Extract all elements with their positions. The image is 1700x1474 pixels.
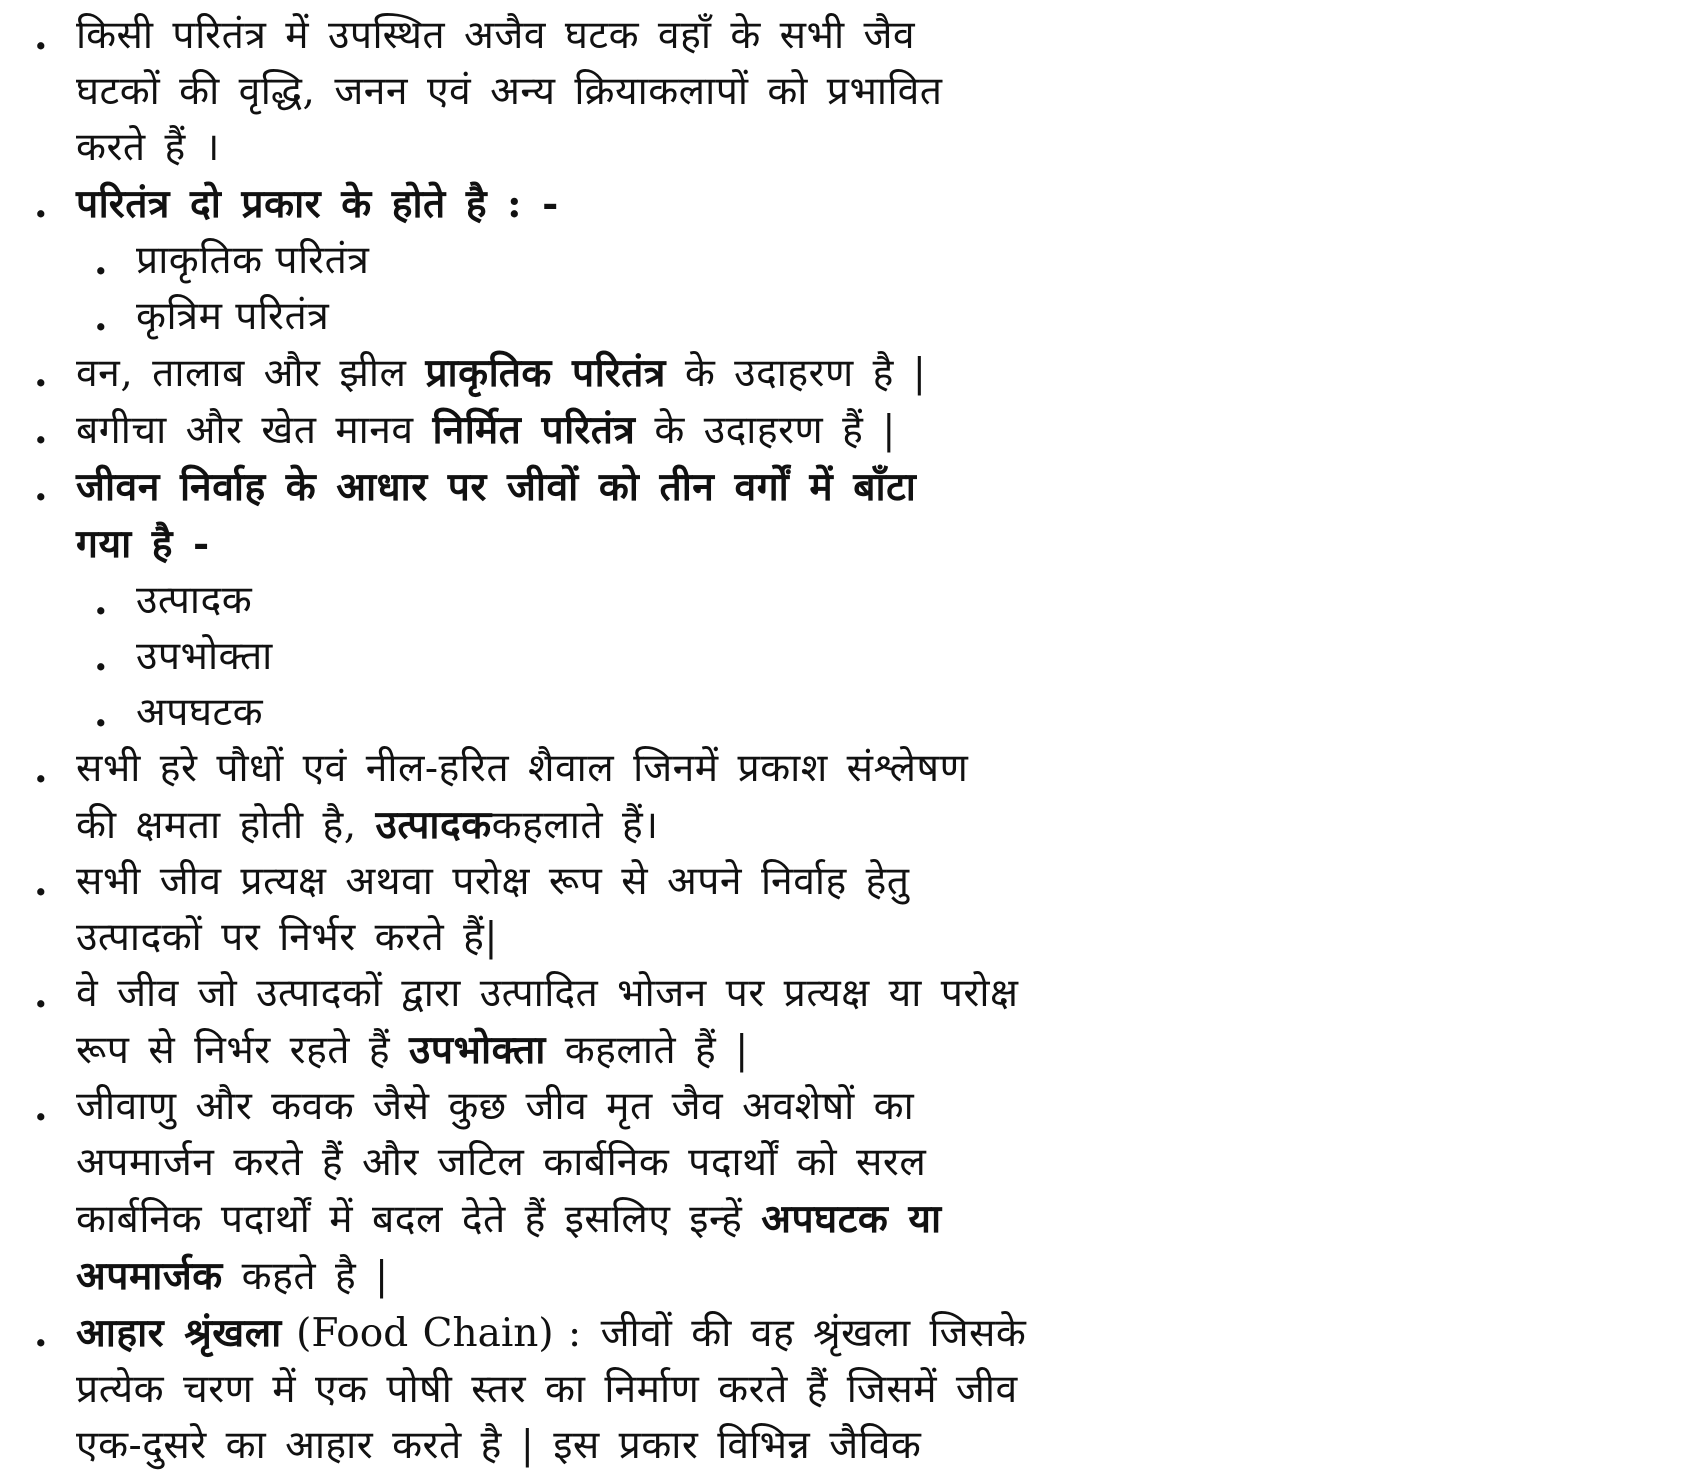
- item-6-bold: उत्पादक: [375, 802, 492, 848]
- bullet-item-2: [34, 176, 1154, 233]
- item-3-line-1: [76, 345, 1154, 402]
- sub-item-label: प्राकृतिक परितंत्र: [136, 238, 370, 283]
- item-8-line-2: [76, 1022, 1154, 1079]
- item-1-line-2: घटकों की वृद्धि, जनन एवं अन्य क्रियाकलापों को प्रभावित: [76, 69, 943, 114]
- sub-item-consumer: [34, 629, 1154, 685]
- bullet-item-8: [34, 966, 1154, 1079]
- sub-item-producer: [34, 573, 1154, 629]
- bullet-item-1: [34, 8, 1154, 176]
- item-5-line-1: [76, 459, 1154, 516]
- sub-bullet-dot: .: [94, 294, 109, 340]
- bullet-dot: .: [34, 859, 49, 905]
- item-6-pre: की क्षमता होती है,: [76, 803, 376, 848]
- bullet-dot: .: [34, 1310, 49, 1356]
- item-6-line-1: सभी हरे पौधों एवं नील-हरित शैवाल जिनमें प्रकाश संश्लेषण: [76, 746, 969, 791]
- bullet-dot: .: [34, 350, 49, 396]
- bullet-item-5: [34, 459, 1154, 573]
- sub-bullet-dot: .: [94, 238, 109, 284]
- item-4-pre: बगीचा और खेत मानव: [76, 408, 433, 453]
- item-5-line-2: [76, 516, 1154, 573]
- bullet-item-6: [34, 741, 1154, 854]
- bullet-dot: .: [34, 407, 49, 453]
- item-3-post: के उदाहरण है |: [665, 351, 927, 396]
- item-4-bold: निर्मित परितंत्र: [432, 407, 636, 453]
- bullet-dot: .: [34, 464, 49, 510]
- item-8-post: कहलाते हैं |: [545, 1028, 749, 1073]
- item-8-bold: उपभोक्ता: [409, 1027, 546, 1073]
- item-1-line-3: करते हैं ।: [76, 125, 220, 170]
- item-9-line-4: [76, 1248, 1154, 1305]
- item-7-line-1: सभी जीव प्रत्यक्ष अथवा परोक्ष रूप से अपने निर्वाह हेतु: [76, 859, 910, 904]
- item-4-line-1: [76, 402, 1154, 459]
- item-6-line-2: [76, 797, 1154, 854]
- sub-bullet-dot: .: [94, 690, 109, 736]
- item-4-post: के उदाहरण हैं |: [635, 408, 896, 453]
- item-10-line-3: एक-दुसरे का आहार करते है | इस प्रकार विभिन्न जैविक: [76, 1423, 922, 1468]
- item-7-line-2: उत्पादकों पर निर्भर करते हैं|: [76, 915, 499, 960]
- item-2-line-1: [76, 176, 1154, 233]
- item-9-post: कहते है |: [222, 1254, 389, 1299]
- document-page: [34, 8, 1154, 1474]
- bullet-item-10: [34, 1305, 1154, 1474]
- sub-item-label: उपभोक्ता: [136, 634, 273, 679]
- bullet-item-9: [34, 1079, 1154, 1305]
- bullet-item-4: [34, 402, 1154, 459]
- item-8-pre: रूप से निर्भर रहते हैं: [76, 1028, 410, 1073]
- item-5-bold-1: जीवन निर्वाह के आधार पर जीवों को तीन वर्गों में बाँटा: [76, 464, 917, 510]
- item-10-line-1: [76, 1305, 1154, 1362]
- item-9-line-2: अपमार्जन करते हैं और जटिल कार्बनिक पदार्थों को सरल: [76, 1140, 927, 1185]
- sub-item-label: उत्पादक: [136, 578, 253, 623]
- item-9-bold-2: अपमार्जक: [76, 1253, 223, 1299]
- bullet-dot: .: [34, 13, 49, 59]
- item-9-bold-1: अपघटक या: [761, 1196, 942, 1242]
- bullet-item-3: [34, 345, 1154, 402]
- item-5-bold-2: गया है -: [76, 521, 210, 567]
- sub-item-artificial-ecosystem: [34, 289, 1154, 345]
- sub-bullet-dot: .: [94, 578, 109, 624]
- item-10-latin: (Food Chain): [281, 1311, 569, 1356]
- item-6-post: कहलाते हैं।: [491, 803, 659, 848]
- item-8-line-1: वे जीव जो उत्पादकों द्वारा उत्पादित भोजन पर प्रत्यक्ष या परोक्ष: [76, 971, 1019, 1016]
- item-3-bold: प्राकृतिक परितंत्र: [425, 350, 666, 396]
- sub-item-natural-ecosystem: [34, 233, 1154, 289]
- item-3-pre: वन, तालाब और झील: [76, 351, 426, 396]
- item-2-bold: परितंत्र दो प्रकार के होते है : -: [76, 181, 559, 227]
- bullet-dot: .: [34, 971, 49, 1017]
- sub-bullet-dot: .: [94, 634, 109, 680]
- item-10-bold: आहार श्रृंखला: [76, 1310, 282, 1356]
- bullet-item-7: [34, 854, 1154, 966]
- item-10-post: : जीवों की वह श्रृंखला जिसके: [568, 1311, 1027, 1356]
- item-9-pre: कार्बनिक पदार्थों में बदल देते हैं इसलिए इन्हें: [76, 1197, 762, 1242]
- bullet-dot: .: [34, 746, 49, 792]
- sub-item-label: अपघटक: [136, 690, 264, 735]
- item-10-line-2: प्रत्येक चरण में एक पोषी स्तर का निर्माण करते हैं जिसमें जीव: [76, 1367, 1018, 1412]
- item-9-line-3: [76, 1191, 1154, 1248]
- item-9-line-1: जीवाणु और कवक जैसे कुछ जीव मृत जैव अवशेषों का: [76, 1084, 915, 1129]
- bullet-dot: .: [34, 181, 49, 227]
- bullet-dot: .: [34, 1084, 49, 1130]
- item-1-line-1: किसी परितंत्र में उपस्थित अजैव घटक वहाँ के सभी जैव: [76, 13, 916, 58]
- sub-item-decomposer: [34, 685, 1154, 741]
- sub-item-label: कृत्रिम परितंत्र: [136, 294, 330, 339]
